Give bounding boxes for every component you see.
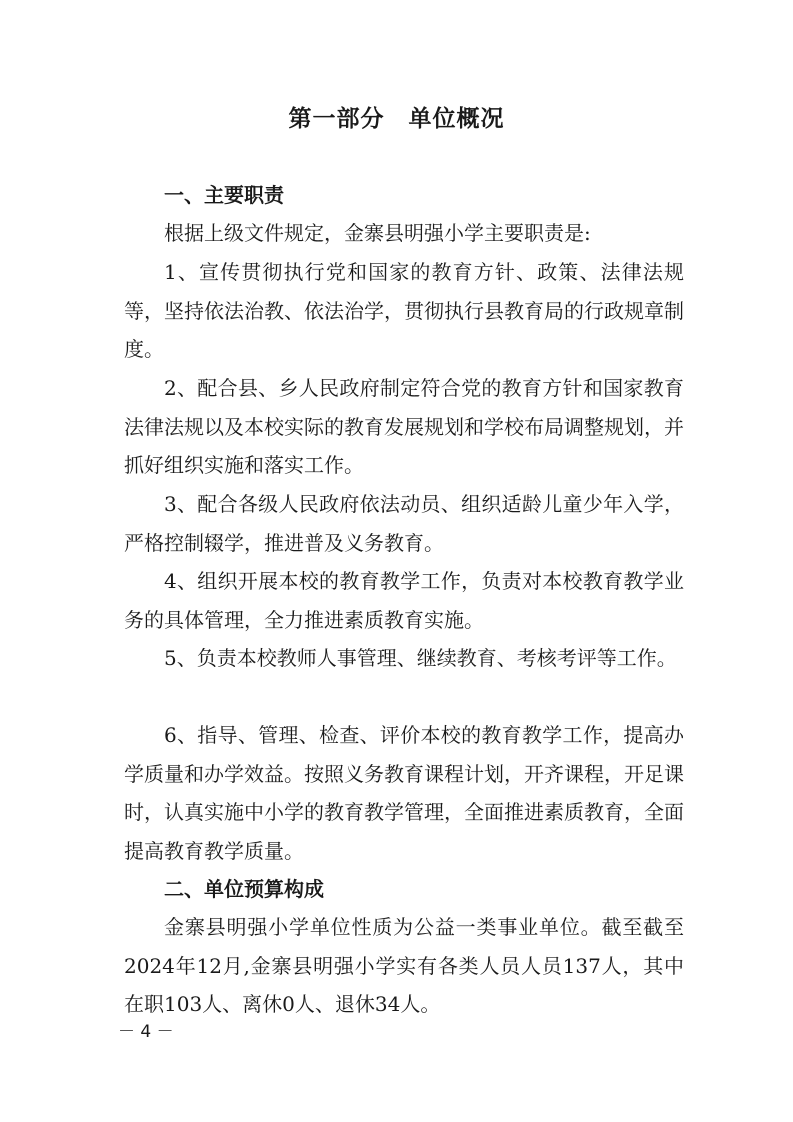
page-number: － 4 － [118, 1022, 174, 1042]
section-heading-budget: 二、单位预算构成 [164, 877, 324, 901]
duty-item-6: 6、指导、管理、检查、评价本校的教育教学工作，提高办学质量和办学效益。按照义务教育课程计划，开齐课程，开足课时，认真实施中小学的教育教学管理，全面推进素质教育，全面提高教育教学质量。 [124, 723, 684, 863]
duty-item-2: 2、配合县、乡人民政府制定符合党的教育方针和国家教育法律法规以及本校实际的教育发展规划和学校布局调整规划，并抓好组织实施和落实工作。 [124, 376, 684, 477]
section-heading-duties: 一、主要职责 [164, 183, 284, 207]
duty-item-1: 1、宣传贯彻执行党和国家的教育方针、政策、法律法规等，坚持依法治教、依法治学，贯彻执行县教育局的行政规章制度。 [124, 260, 684, 361]
duty-item-4: 4、组织开展本校的教育教学工作，负责对本校教育教学业务的具体管理，全力推进素质教育实施。 [124, 569, 684, 632]
duties-intro: 根据上级文件规定，金寨县明强小学主要职责是: [164, 221, 591, 245]
budget-text: 金寨县明强小学单位性质为公益一类事业单位。截至截至2024年12月,金寨县明强小学实有各类人员人员137人，其中在职103人、离休0人、退休34人。 [124, 915, 684, 1016]
duty-item-5: 5、负责本校教师人事管理、继续教育、考核考评等工作。 [164, 646, 677, 670]
page-title: 第一部分 单位概况 [288, 106, 505, 132]
duty-item-3: 3、配合各级人民政府依法动员、组织适龄儿童少年入学，严格控制辍学，推进普及义务教育。 [124, 492, 684, 555]
